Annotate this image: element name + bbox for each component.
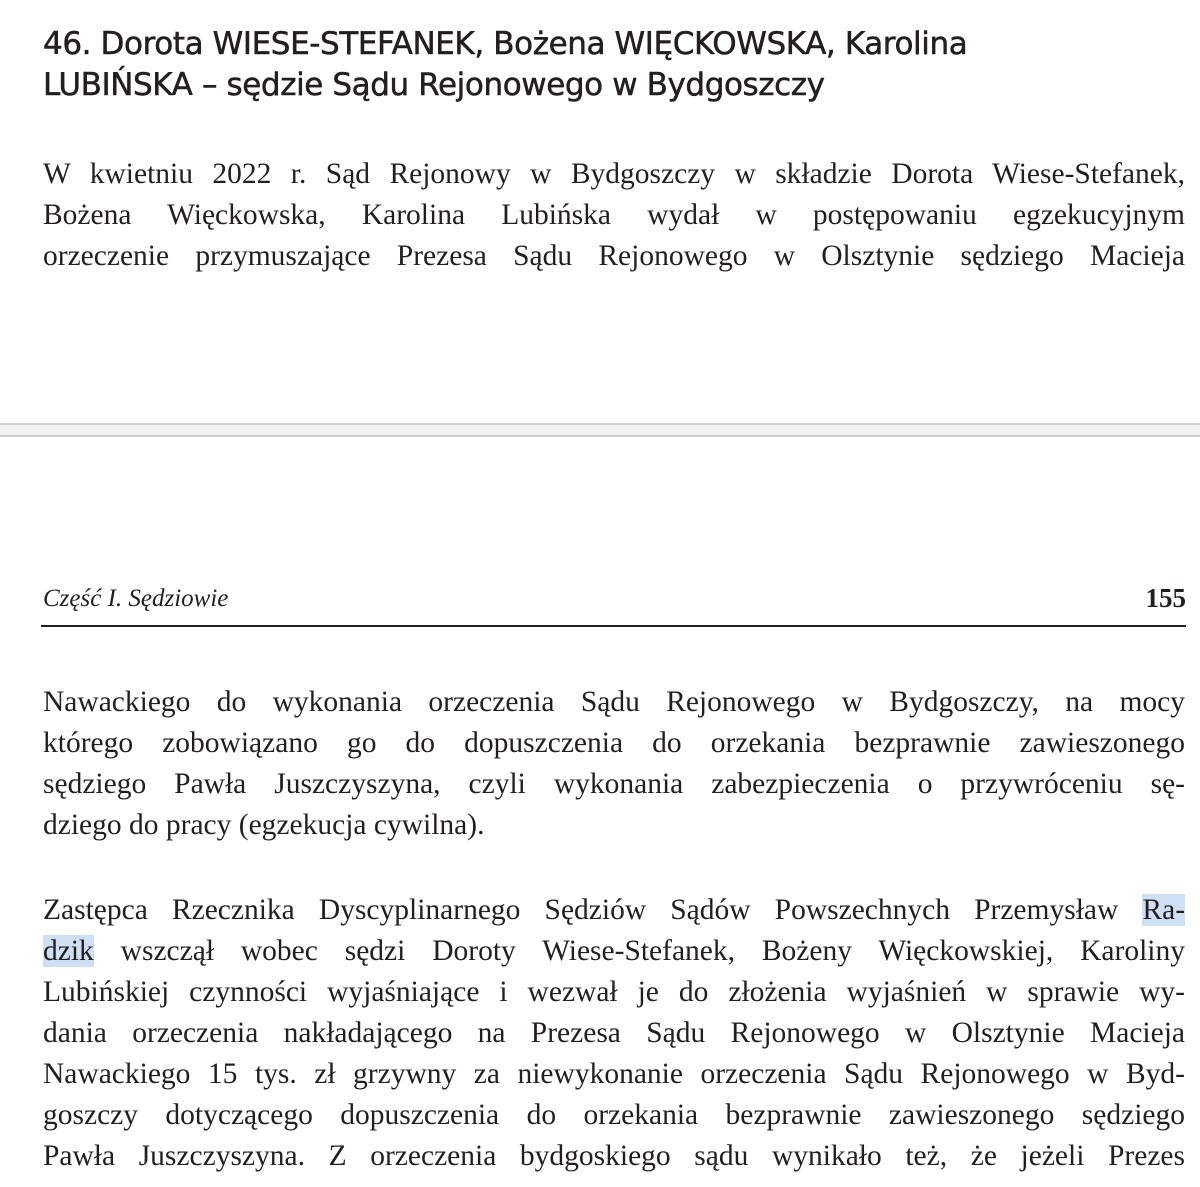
- paragraph-line: Nawackiego 15 tys. zł grzywny za niewykonanie orzeczenia Sądu Rejonowego w Byd-: [43, 1058, 1185, 1090]
- paragraph-line: sędziego Pawła Juszczyszyna, czyli wykonania zabezpieczenia o przywróceniu sę-: [43, 768, 1185, 800]
- page-separator: [0, 423, 1200, 437]
- running-header: [41, 573, 1186, 627]
- paragraph-1: [43, 682, 1185, 846]
- paragraph-line: goszczy dotyczącego dopuszczenia do orzekania bezprawnie zawieszonego sędziego: [43, 1099, 1185, 1131]
- paragraph-line: Lubińskiej czynności wyjaśniające i wezwał je do złożenia wyjaśnień w sprawie wy-: [43, 976, 1185, 1008]
- paragraph-line: dziego do pracy (egzekucja cywilna).: [43, 809, 485, 841]
- paragraph-line: Bożena Więckowska, Karolina Lubińska wydał w postępowaniu egzekucyjnym: [43, 199, 1185, 231]
- running-header-title: Część I. Sędziowie: [43, 585, 229, 612]
- intro-paragraph: [43, 154, 1185, 277]
- paragraph-line: dania orzeczenia nakładającego na Prezesa Sądu Rejonowego w Olsztynie Macieja: [43, 1017, 1185, 1049]
- paragraph-line: Pawła Juszczyszyna. Z orzeczenia bydgoskiego sądu wynikało też, że jeżeli Prezes: [43, 1140, 1185, 1172]
- paragraph-line: [43, 890, 1185, 931]
- text-segment: Zastępca Rzecznika Dyscyplinarnego Sędziów Sądów Powszechnych Przemysław: [43, 894, 1119, 926]
- paragraph-line: W kwietniu 2022 r. Sąd Rejonowy w Bydgoszczy w składzie Dorota Wiese-Stefanek,: [43, 158, 1185, 190]
- page-number: 155: [1145, 583, 1186, 613]
- paragraph-line: orzeczenie przymuszające Prezesa Sądu Rejonowego w Olsztynie sędziego Macieja: [43, 240, 1185, 272]
- text-segment: wszczął wobec sędzi Doroty Wiese-Stefanek, Bożeny Więckowskiej, Karoliny: [120, 935, 1185, 967]
- paragraph-line: [43, 931, 1185, 972]
- document-page-top: [0, 0, 1200, 423]
- document-page-bottom: [0, 437, 1200, 1187]
- heading-line: LUBIŃSKA – sędzie Sądu Rejonowego w Bydgoszczy: [43, 67, 825, 103]
- selected-text[interactable]: dzik: [43, 935, 94, 967]
- paragraph-2: [43, 890, 1185, 1177]
- paragraph-line: którego zobowiązano go do dopuszczenia do orzekania bezprawnie zawieszonego: [43, 727, 1185, 759]
- heading-line: 46. Dorota WIESE-STEFANEK, Bożena WIĘCKOWSKA, Karolina: [43, 26, 968, 62]
- section-heading: [43, 24, 1163, 106]
- paragraph-line: Nawackiego do wykonania orzeczenia Sądu Rejonowego w Bydgoszczy, na mocy: [43, 686, 1185, 718]
- selected-text[interactable]: Ra-: [1142, 894, 1186, 926]
